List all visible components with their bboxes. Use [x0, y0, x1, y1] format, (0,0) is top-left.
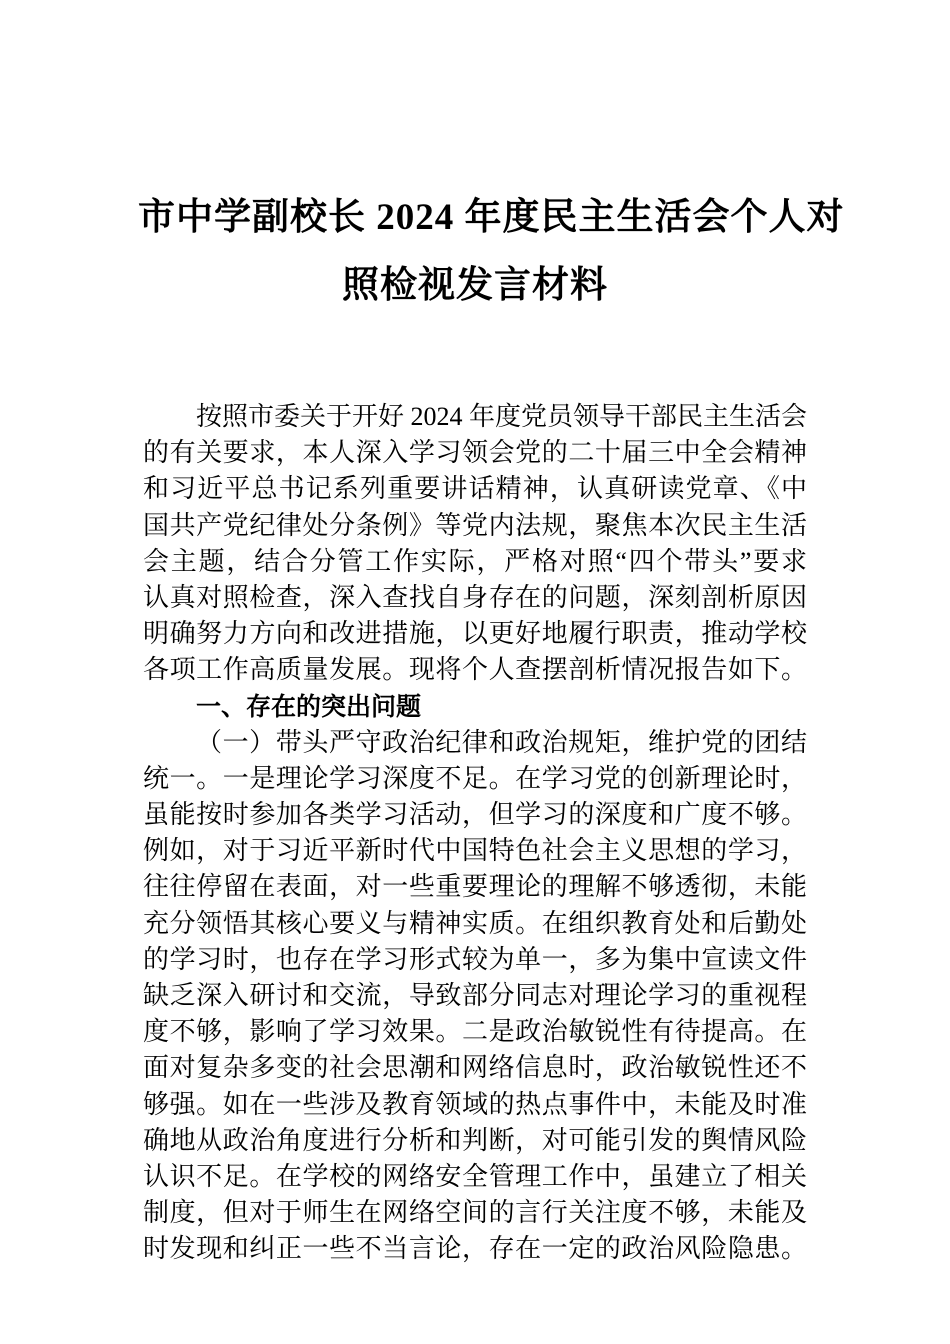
body-line: 往往停留在表面，对一些重要理论的理解不够透彻，未能: [143, 872, 807, 902]
body-line: 例如，对于习近平新时代中国特色社会主义思想的学习，: [143, 836, 807, 866]
body-line: 度不够，影响了学习效果。二是政治敏锐性有待提高。在: [143, 1017, 807, 1047]
body-line: 充分领悟其核心要义与精神实质。在组织教育处和后勤处: [143, 908, 807, 938]
body-line: 按照市委关于开好 2024 年度党员领导干部民主生活会: [196, 402, 807, 431]
body-line: 和习近平总书记系列重要讲话精神，认真研读党章、《中: [143, 474, 807, 504]
body-line: 够强。如在一些涉及教育领域的热点事件中，未能及时准: [143, 1089, 807, 1119]
document-title-line-1: 市中学副校长 2024 年度民主生活会个人对: [138, 197, 845, 238]
body-line: 缺乏深入研讨和交流，导致部分同志对理论学习的重视程: [143, 981, 807, 1010]
document-title: [138, 184, 845, 320]
body-line: 认真对照检查，深入查找自身存在的问题，深刻剖析原因: [143, 582, 807, 612]
section-heading: 一、存在的突出问题: [196, 692, 422, 721]
body-line: （一）带头严守政治纪律和政治规矩，维护党的团结: [196, 727, 807, 757]
body-line: 认识不足。在学校的网络安全管理工作中，虽建立了相关: [143, 1161, 807, 1191]
body-line: 统一。一是理论学习深度不足。在学习党的创新理论时，: [143, 763, 807, 793]
body-line: 各项工作高质量发展。现将个人查摆剖析情况报告如下。: [143, 655, 807, 685]
document-body: [143, 399, 807, 1268]
body-line: 的有关要求，本人深入学习领会党的二十届三中全会精神: [143, 438, 807, 468]
body-line: 国共产党纪律处分条例》等党内法规，聚焦本次民主生活: [143, 510, 807, 540]
body-line: 面对复杂多变的社会思潮和网络信息时，政治敏锐性还不: [143, 1053, 807, 1083]
document-title-line-2: 照检视发言材料: [342, 265, 608, 306]
body-line: 确地从政治角度进行分析和判断，对可能引发的舆情风险: [143, 1125, 807, 1155]
body-line: 明确努力方向和改进措施，以更好地履行职责，推动学校: [143, 619, 807, 649]
body-line: 的学习时，也存在学习形式较为单一，多为集中宣读文件: [143, 944, 807, 974]
body-line: 会主题，结合分管工作实际，严格对照“四个带头”要求: [143, 546, 807, 576]
body-line: 制度，但对于师生在网络空间的言行关注度不够，未能及: [143, 1198, 807, 1228]
body-line: 虽能按时参加各类学习活动，但学习的深度和广度不够。: [143, 800, 807, 830]
body-line: 时发现和纠正一些不当言论，存在一定的政治风险隐患。: [143, 1234, 807, 1264]
